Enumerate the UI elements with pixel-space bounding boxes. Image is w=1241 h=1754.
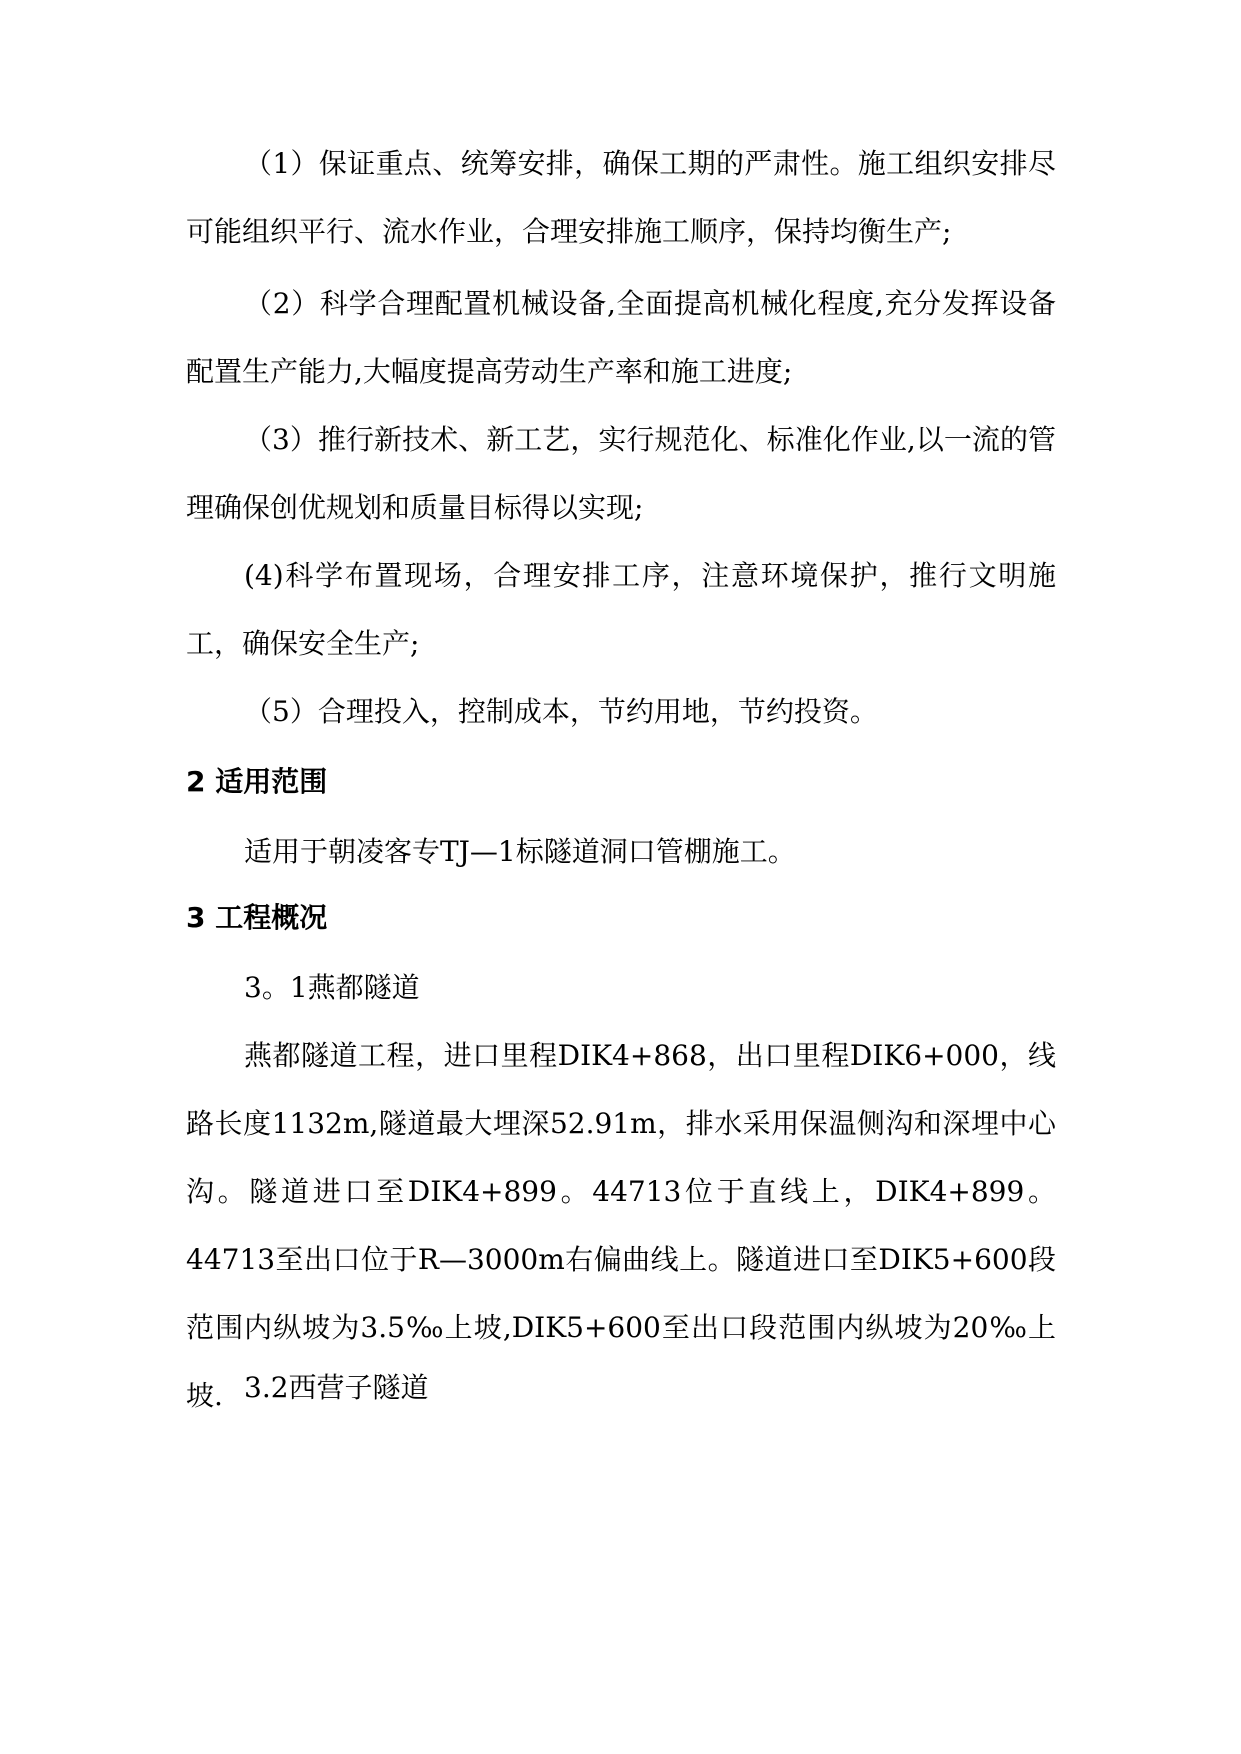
principle-4-paragraph: (4)科学布置现场，合理安排工序，注意环境保护，推行文明施工，确保安全生产; [186,559,1056,660]
principle-3-paragraph: （3）推行新技术、新工艺，实行规范化、标准化作业,以一流的管理确保创优规划和质量目标得以实现; [186,423,1056,524]
section-2-heading: 2 适用范围 [186,765,328,798]
section-3-1-body: 燕都隧道工程，进口里程DIK4+868，出口里程DIK6+000，线路长度1132m,隧道最大埋深52.91m，排水采用保温侧沟和深埋中心沟。隧道进口至DIK4+899。44713位于直线上，DIK4+899。44713至出口位于R—3000m右偏曲线上。隧道进口至DIK5+600段范围内纵坡为3.5‰上坡,DIK5+600至出口段范围内纵坡为20‰上坡. [186,1039,1056,1412]
section-2-body: 适用于朝凌客专TJ—1标隧道洞口管棚施工。 [244,835,796,868]
principle-2-paragraph: （2）科学合理配置机械设备,全面提高机械化程度,充分发挥设备配置生产能力,大幅度提高劳动生产率和施工进度; [186,287,1056,388]
principle-1-paragraph: （1）保证重点、统筹安排，确保工期的严肃性。施工组织安排尽可能组织平行、流水作业，合理安排施工顺序，保持均衡生产; [186,147,1056,248]
principle-5-paragraph: （5）合理投入，控制成本，节约用地，节约投资。 [244,695,878,728]
subsection-3-2-title: 3.2西营子隧道 [244,1371,429,1404]
subsection-3-1-title: 3。1燕都隧道 [244,971,420,1004]
section-3-heading: 3 工程概况 [186,901,328,934]
